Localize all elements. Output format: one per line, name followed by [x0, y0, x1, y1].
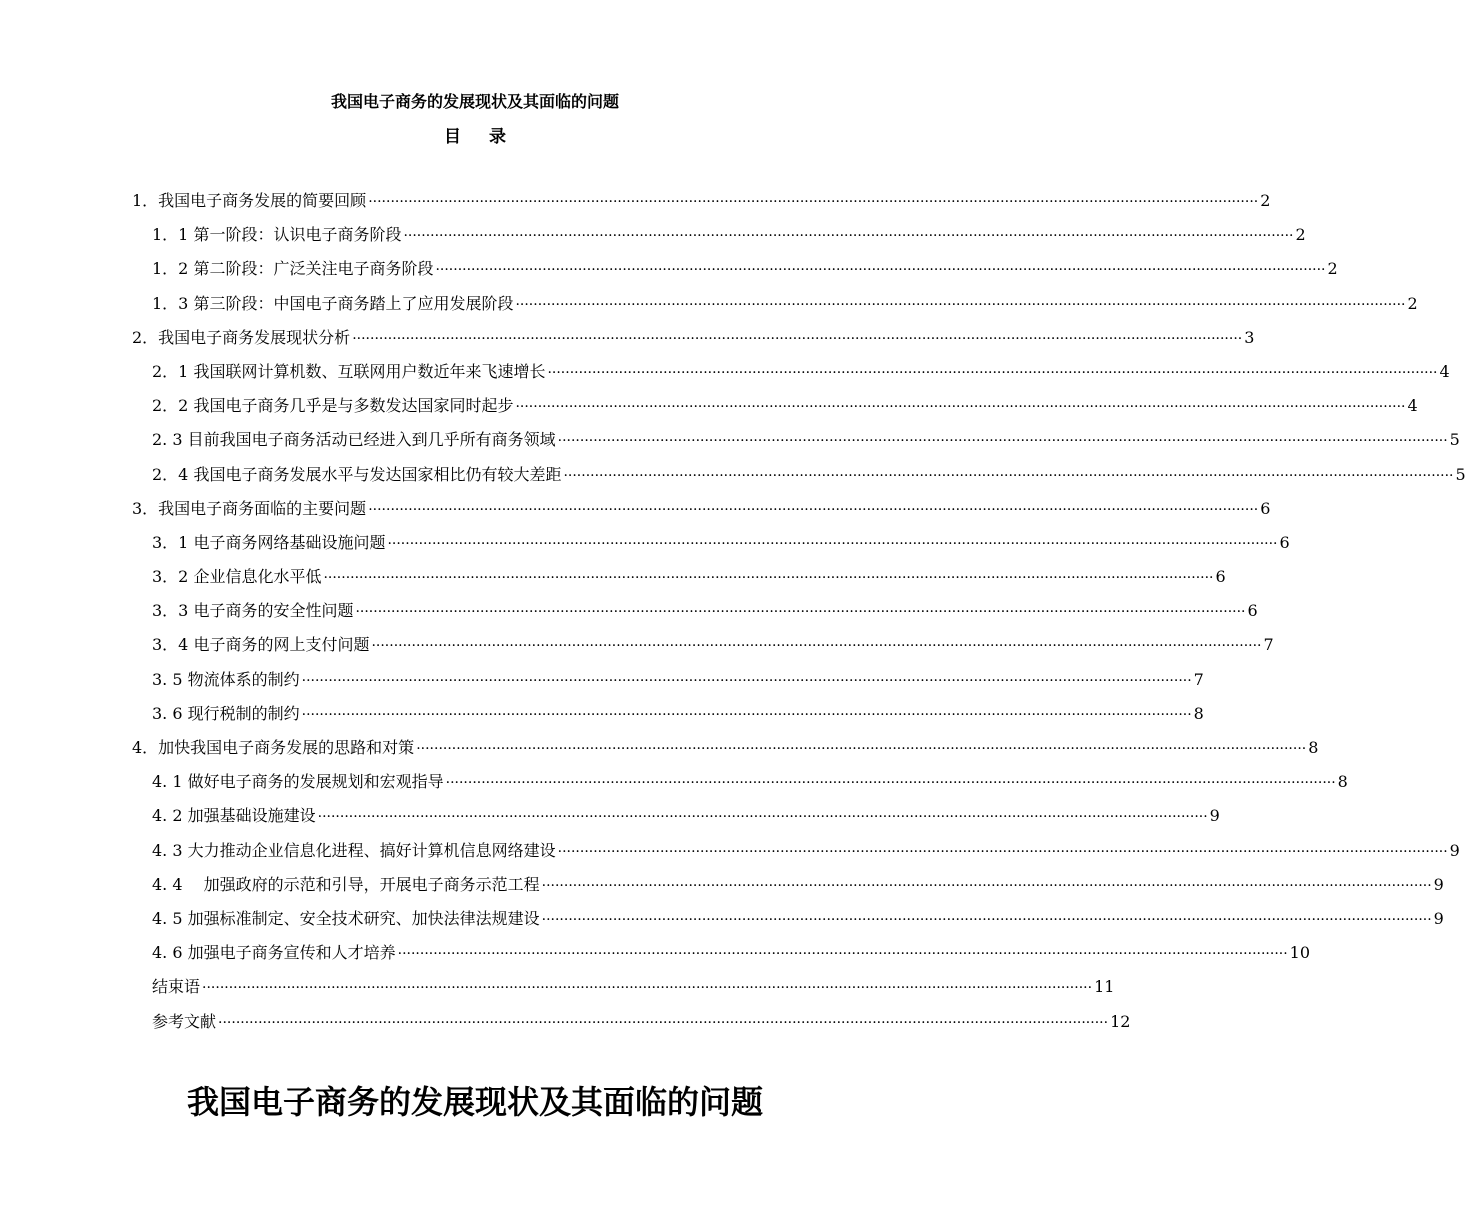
toc-leader-dots: ········································································································································································································ [387, 535, 1278, 552]
document-title: 我国电子商务的发展现状及其面临的问题 [330, 92, 619, 111]
toc-leader-dots: ········································································································································································································ [368, 501, 1259, 518]
toc-entry-text: 4. 2 加强基础设施建设 [152, 806, 316, 826]
toc-entry-text: 结束语 [152, 977, 201, 997]
toc-page-number: 8 [1193, 703, 1204, 723]
toc-leader-dots: ········································································································································································································ [371, 638, 1262, 655]
toc-page-number: 4 [1439, 361, 1450, 381]
toc-page-number: 9 [1433, 874, 1444, 894]
toc-page-number: 6 [1247, 601, 1258, 621]
toc-entry[interactable] [0, 697, 1204, 731]
toc-entry[interactable] [0, 594, 1258, 628]
toc-page-number: 6 [1279, 532, 1290, 552]
toc-entry-text: 4．加快我国电子商务发展的思路和对策 [132, 738, 415, 757]
toc-entry[interactable] [0, 834, 1460, 868]
toc-leader-dots: ········································································································································································································ [515, 296, 1406, 313]
toc-entry-text: 1．1 第一阶段：认识电子商务阶段 [152, 225, 402, 245]
toc-entry-text: 2．我国电子商务发展现状分析 [132, 327, 351, 347]
toc-entry-text: 2．4 我国电子商务发展水平与发达国家相比仍有较大差距 [152, 464, 562, 484]
toc-entry-text: 3．1 电子商务网络基础设施问题 [152, 532, 386, 552]
toc-page-number: 3 [1244, 327, 1255, 347]
toc-entry-text: 2．1 我国联网计算机数、互联网用户数近年来飞速增长 [152, 361, 546, 381]
toc-entry[interactable] [0, 526, 1290, 560]
toc-entry[interactable] [0, 628, 1274, 662]
toc-leader-dots: ········································································································································································································ [515, 399, 1406, 416]
toc-entry[interactable] [0, 458, 1466, 492]
toc-entry-text: 1．3 第三阶段：中国电子商务踏上了应用发展阶段 [152, 293, 514, 313]
toc-leader-dots: ········································································································································································································ [416, 741, 1307, 757]
toc-entry-text: 4. 3 大力推动企业信息化进程、搞好计算机信息网络建设 [152, 840, 556, 860]
toc-entry[interactable] [0, 970, 1115, 1004]
toc-entry[interactable] [0, 1005, 1131, 1039]
toc-entry[interactable] [0, 868, 1444, 902]
toc-entry-text: 2．2 我国电子商务几乎是与多数发达国家同时起步 [152, 396, 514, 416]
toc-entry-text: 2. 3 目前我国电子商务活动已经进入到几乎所有商务领域 [152, 430, 556, 450]
toc-entry-text: 4. 6 加强电子商务宣传和人才培养 [152, 943, 396, 963]
toc-leader-dots: ········································································································································································································ [435, 262, 1326, 279]
toc-entry[interactable] [0, 560, 1226, 594]
toc-page-number: 9 [1209, 806, 1220, 826]
toc-entry-text: 3．4 电子商务的网上支付问题 [152, 635, 370, 655]
toc-page-number: 2 [1327, 259, 1338, 279]
toc-page-number: 4 [1407, 396, 1418, 416]
toc-leader-dots: ········································································································································································································ [541, 877, 1432, 894]
toc-page-number: 6 [1260, 498, 1271, 518]
toc-entry-text: 4. 4 加强政府的示范和引导，开展电子商务示范工程 [152, 874, 540, 894]
toc-leader-dots: ········································································································································································································ [301, 672, 1192, 689]
toc-entry-text: 4. 1 做好电子商务的发展规划和宏观指导 [152, 772, 444, 792]
toc-leader-dots: ········································································································································································································ [547, 364, 1438, 381]
toc-leader-dots: ········································································································································································································ [557, 433, 1448, 450]
toc-entry[interactable] [0, 902, 1444, 936]
toc-page-number: 6 [1215, 567, 1226, 587]
toc-leader-dots: ········································································································································································································ [317, 809, 1208, 826]
toc-page-number: 8 [1337, 772, 1348, 792]
toc-leader-dots: ········································································································································································································ [403, 228, 1294, 245]
toc-entry[interactable] [0, 389, 1418, 423]
toc-page-number: 10 [1289, 943, 1311, 963]
toc-page-number: 5 [1449, 430, 1460, 450]
toc-entry[interactable] [0, 218, 1306, 252]
toc-entry-text: 4. 5 加强标准制定、安全技术研究、加快法律法规建设 [152, 908, 540, 928]
toc-leader-dots: ········································································································································································································ [368, 194, 1259, 210]
toc-leader-dots: ········································································································································································································ [563, 467, 1454, 484]
toc-entry-text: 3. 5 物流体系的制约 [152, 669, 300, 689]
toc-entry[interactable] [0, 731, 1319, 765]
toc-entry[interactable] [0, 287, 1418, 321]
toc-entry-text: 1．我国电子商务发展的简要回顾 [132, 191, 367, 210]
toc-leader-dots: ········································································································································································································ [557, 843, 1448, 860]
toc-page-number: 5 [1455, 464, 1466, 484]
toc-leader-dots: ········································································································································································································ [397, 946, 1288, 963]
toc-page-number: 11 [1094, 977, 1115, 997]
toc-entry-text: 3．2 企业信息化水平低 [152, 567, 322, 587]
toc-entry[interactable] [0, 184, 1271, 218]
toc-leader-dots: ········································································································································································································ [202, 980, 1093, 997]
toc-leader-dots: ········································································································································································································ [355, 604, 1246, 621]
toc-page-number: 9 [1433, 908, 1444, 928]
toc-entry-text: 参考文献 [152, 1011, 217, 1031]
toc-entry-text: 1．2 第二阶段：广泛关注电子商务阶段 [152, 259, 434, 279]
toc-leader-dots: ········································································································································································································ [323, 570, 1214, 587]
toc-entry[interactable] [0, 252, 1338, 286]
toc-page-number: 2 [1407, 293, 1418, 313]
toc-leader-dots: ········································································································································································································ [301, 706, 1192, 723]
toc-entry[interactable] [0, 492, 1271, 526]
toc-entry[interactable] [0, 936, 1311, 970]
toc-entry-text: 3．3 电子商务的安全性问题 [152, 601, 354, 621]
main-title: 我国电子商务的发展现状及其面临的问题 [186, 1083, 763, 1121]
toc-entry-text: 3．我国电子商务面临的主要问题 [132, 498, 367, 518]
toc-leader-dots: ········································································································································································································ [541, 911, 1432, 928]
toc-entry[interactable] [0, 423, 1460, 457]
toc-page-number: 2 [1295, 225, 1306, 245]
toc-entry[interactable] [0, 799, 1220, 833]
toc-entry[interactable] [0, 663, 1204, 697]
toc-entry[interactable] [0, 321, 1255, 355]
toc-page-number: 12 [1110, 1011, 1131, 1031]
toc-leader-dots: ········································································································································································································ [218, 1014, 1109, 1031]
toc-page-number: 8 [1308, 738, 1319, 757]
table-of-contents [0, 184, 1466, 1039]
toc-leader-dots: ········································································································································································································ [352, 330, 1243, 347]
toc-entry-text: 3. 6 现行税制的制约 [152, 703, 300, 723]
toc-page-number: 9 [1449, 840, 1460, 860]
toc-leader-dots: ········································································································································································································ [445, 775, 1336, 792]
toc-entry[interactable] [0, 355, 1450, 389]
toc-page-number: 7 [1193, 669, 1204, 689]
toc-page-number: 7 [1263, 635, 1274, 655]
toc-page-number: 2 [1260, 191, 1271, 210]
toc-entry[interactable] [0, 765, 1348, 799]
toc-heading: 目录 [444, 127, 534, 147]
